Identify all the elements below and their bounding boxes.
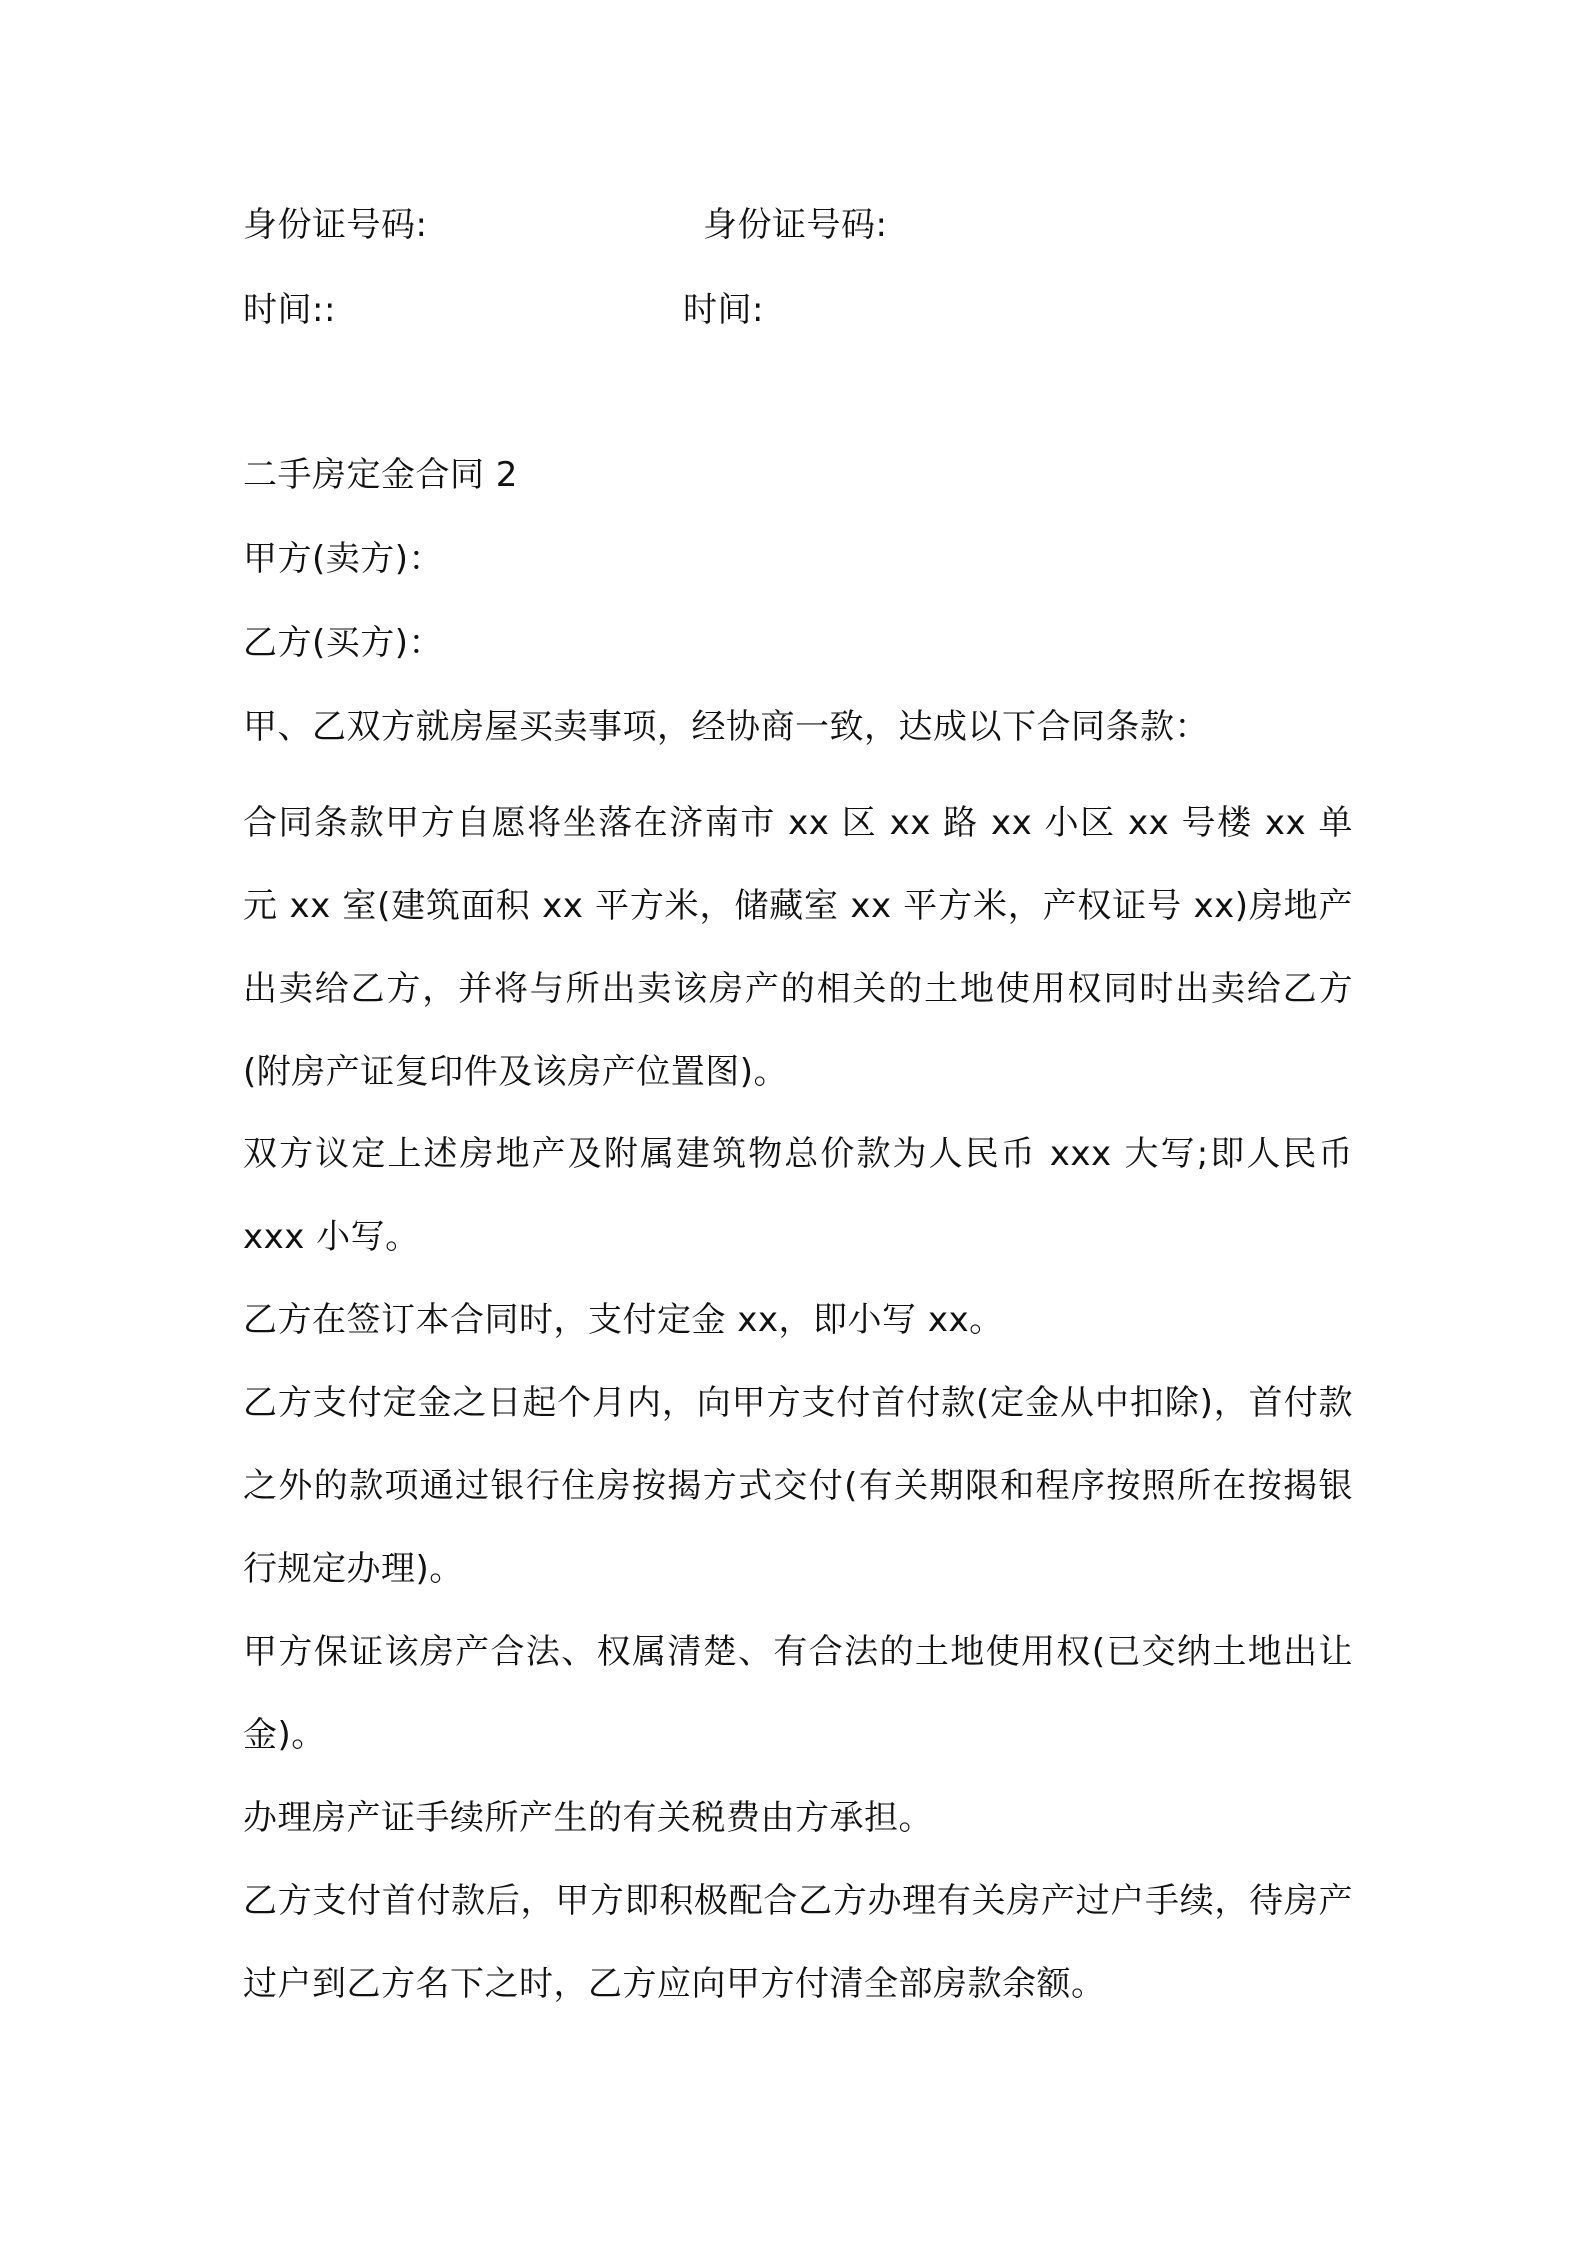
party-a-label: 甲方(卖方)： [243, 539, 444, 579]
clause-tax-fees: 办理房产证手续所产生的有关税费由方承担。 [243, 1798, 933, 1838]
clause-seller-guarantee: 甲方保证该房产合法、权属清楚、有合法的土地使用权(已交纳土地出让金)。 [243, 1632, 1353, 1755]
clause-down-payment: 乙方支付定金之日起个月内，向甲方支付首付款(定金从中扣除)，首付款之外的款项通过银行住房按揭方式交付(有关期限和程序按照所在按揭银行规定办理)。 [243, 1383, 1353, 1589]
party-b-label: 乙方(买方)： [243, 623, 444, 663]
clause-transfer-balance: 乙方支付首付款后，甲方即积极配合乙方办理有关房产过户手续，待房产过户到乙方名下之时，乙方应向甲方付清全部房款余额。 [243, 1881, 1353, 2004]
time-label-right: 时间: [683, 290, 764, 330]
time-label-left: 时间:: [243, 290, 336, 330]
id-number-label-right: 身份证号码: [703, 205, 888, 245]
clause-deposit: 乙方在签订本合同时，支付定金 xx，即小写 xx。 [243, 1300, 1004, 1340]
contract-title: 二手房定金合同 2 [243, 455, 518, 495]
clause-property-description: 合同条款甲方自愿将坐落在济南市 xx 区 xx 路 xx 小区 xx 号楼 xx 单元 xx 室(建筑面积 xx 平方米，储藏室 xx 平方米，产权证号 xx)房地产出卖给乙方，并将与所出卖该房产的相关的土地使用权同时出卖给乙方(附房产证复印件及该房产位置图)。 [243, 803, 1353, 1092]
id-number-label-left: 身份证号码: [243, 205, 428, 245]
clause-total-price: 双方议定上述房地产及附属建筑物总价款为人民币 xxx 大写;即人民币 xxx 小写。 [243, 1134, 1353, 1257]
contract-intro: 甲、乙双方就房屋买卖事项，经协商一致，达成以下合同条款： [243, 707, 1209, 747]
